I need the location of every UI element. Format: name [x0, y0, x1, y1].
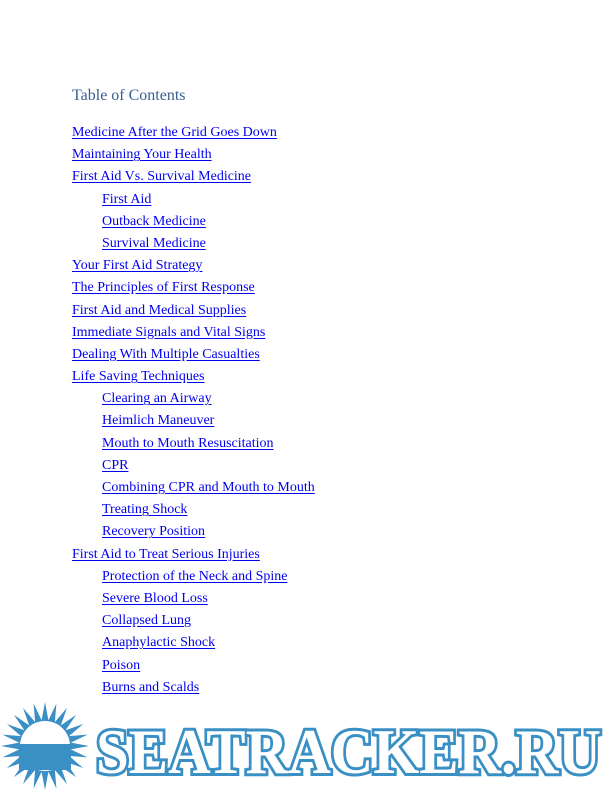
toc-link[interactable]: First Aid — [102, 191, 152, 207]
toc-entry — [72, 633, 315, 655]
toc-entry — [72, 190, 315, 212]
toc-link[interactable]: Immediate Signals and Vital Signs — [72, 324, 266, 340]
toc-entry — [72, 656, 315, 678]
toc-link[interactable]: Clearing an Airway — [102, 391, 212, 407]
toc-entry — [72, 345, 315, 367]
toc-entry — [72, 545, 315, 567]
toc-entry — [72, 256, 315, 278]
toc-list — [72, 123, 315, 700]
toc-link[interactable]: Survival Medicine — [102, 235, 206, 251]
toc-link[interactable]: Heimlich Maneuver — [102, 413, 215, 429]
toc-link[interactable]: Treating Shock — [102, 502, 188, 518]
toc-link[interactable]: First Aid and Medical Supplies — [72, 302, 247, 318]
toc-link[interactable]: First Aid Vs. Survival Medicine — [72, 169, 252, 185]
toc-entry — [72, 301, 315, 323]
toc-entry — [72, 278, 315, 300]
toc-link[interactable]: Mouth to Mouth Resuscitation — [102, 435, 274, 451]
toc-link[interactable]: Collapsed Lung — [102, 613, 192, 629]
toc-entry — [72, 434, 315, 456]
toc-entry — [72, 678, 315, 700]
sun-icon — [1, 702, 89, 790]
toc-entry — [72, 234, 315, 256]
toc-link[interactable]: Anaphylactic Shock — [102, 635, 216, 651]
toc-entry — [72, 323, 315, 345]
toc-link[interactable]: Maintaining Your Health — [72, 147, 212, 163]
toc-entry — [72, 145, 315, 167]
toc-entry — [72, 123, 315, 145]
toc-link[interactable]: The Principles of First Response — [72, 280, 255, 296]
toc-link[interactable]: Poison — [102, 657, 141, 673]
toc-entry — [72, 500, 315, 522]
toc-link[interactable]: Burns and Scalds — [102, 679, 200, 695]
toc-entry — [72, 611, 315, 633]
toc-link[interactable]: Life Saving Techniques — [72, 369, 205, 385]
toc-link[interactable]: Combining CPR and Mouth to Mouth — [102, 480, 315, 495]
toc-entry — [72, 212, 315, 234]
toc-entry — [72, 167, 315, 189]
toc-entry — [72, 589, 315, 611]
toc-link[interactable]: Outback Medicine — [102, 213, 206, 229]
toc-entry — [72, 567, 315, 589]
toc-link[interactable]: Medicine After the Grid Goes Down — [72, 125, 277, 140]
toc-link[interactable]: Your First Aid Strategy — [72, 258, 203, 274]
toc-entry — [72, 478, 315, 500]
toc-link[interactable]: Severe Blood Loss — [102, 590, 208, 606]
toc-entry — [72, 389, 315, 411]
toc-heading: Table of Contents — [72, 87, 186, 104]
watermark-text: SEATRACKER.RU — [96, 716, 601, 787]
toc-entry — [72, 456, 315, 478]
toc-link[interactable]: First Aid to Treat Serious Injuries — [72, 546, 260, 562]
toc-link[interactable]: CPR — [102, 457, 129, 473]
toc-link[interactable]: Protection of the Neck and Spine — [102, 568, 288, 584]
watermark — [0, 700, 612, 792]
toc-entry — [72, 522, 315, 544]
toc-link[interactable]: Dealing With Multiple Casualties — [72, 346, 260, 362]
toc-entry — [72, 367, 315, 389]
toc-link[interactable]: Recovery Position — [102, 524, 206, 540]
toc-entry — [72, 411, 315, 433]
